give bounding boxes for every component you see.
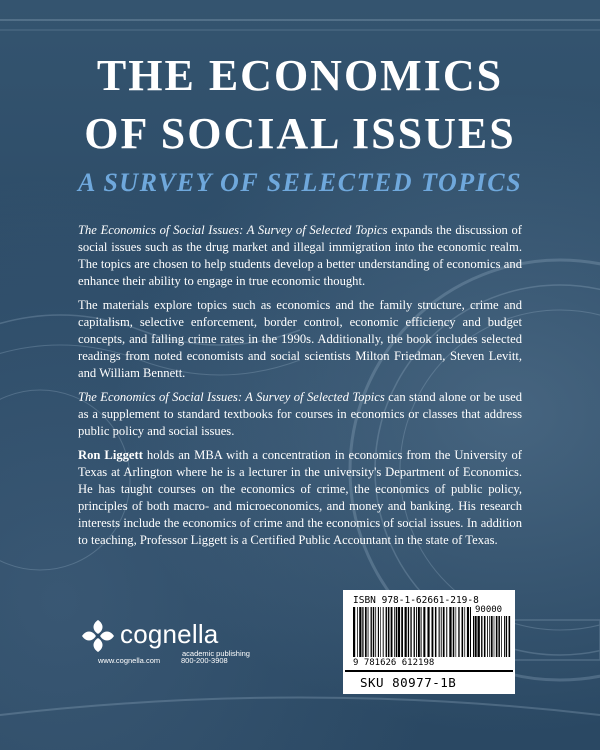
barcode-bar: [439, 607, 440, 657]
barcode-bar: [383, 607, 384, 657]
publisher-name: cognella: [120, 619, 219, 649]
publisher-website: www.cognella.com: [98, 656, 161, 665]
barcode-bar: [405, 607, 407, 657]
barcode-bar: [421, 607, 422, 657]
barcode-bar: [398, 607, 400, 657]
barcode-bar: [365, 607, 367, 657]
barcode-bar: [396, 607, 397, 657]
title-line-2: OF SOCIAL ISSUES: [84, 109, 516, 158]
barcode-bar: [386, 607, 387, 657]
barcode-bar: [380, 607, 381, 657]
barcode-addon-number: 90000: [475, 605, 503, 615]
barcode-bar: [418, 607, 420, 657]
ean-barcode-bars: [353, 607, 471, 657]
barcode-bar: [394, 607, 395, 657]
barcode-bar: [462, 607, 464, 657]
barcode-bar: [449, 607, 451, 657]
publisher-phone: 800-200-3908: [181, 656, 228, 665]
barcode-bar: [491, 616, 493, 657]
barcode-bar: [416, 607, 417, 657]
barcode-bar: [441, 607, 442, 657]
barcode-bar: [453, 607, 455, 657]
barcode-bar: [478, 616, 480, 657]
barcode-bar: [446, 607, 447, 657]
barcode-bar: [357, 607, 358, 657]
barcode-bar: [504, 616, 505, 657]
barcode-bar: [353, 607, 355, 657]
barcode-bar: [371, 607, 372, 657]
sku-label: SKU 80977-1B: [360, 675, 457, 690]
barcode-bar: [467, 607, 469, 657]
barcode-bar: [456, 607, 457, 657]
barcode-bar: [464, 607, 465, 657]
barcode-bar: [432, 607, 434, 657]
addon-barcode-bars: [473, 616, 511, 657]
barcode-bar: [373, 607, 374, 657]
paragraph-topics: The materials explore topics such as economics and the family structure, crime and capitalism, selective enforcement, border control, economic efficiency and budget concepts, and falling crime rates in the 1990s. Additionally, the book includes selected readings from noted economists and social scientists Milton Friedman, Steven Levitt, and William Bennett.: [78, 298, 522, 380]
isbn-barcode-panel: [343, 590, 515, 694]
barcode-bar: [509, 616, 511, 657]
barcode-bar: [506, 616, 507, 657]
paragraph-usage: The Economics of Social Issues: A Survey of Selected Topics can stand alone or be used as a supplement to standard textbooks for courses in economics or classes that address public policy and social issues.: [78, 390, 522, 438]
barcode-bar: [475, 616, 477, 657]
sku-strip: [345, 670, 513, 692]
barcode-bar: [458, 607, 459, 657]
title-line-1: THE ECONOMICS: [96, 51, 504, 100]
barcode-bar: [496, 616, 498, 657]
barcode-bar: [388, 607, 390, 657]
barcode-bar: [473, 616, 474, 657]
barcode-bar: [470, 607, 471, 657]
author-name: Ron Liggett: [78, 448, 143, 462]
paragraph-author-bio: Ron Liggett holds an MBA with a concentration in economics from the University of Texas at Arlington where he is a lecturer in the university's Department of Economics. He has taught courses on the economics of crime, the economics of public policy, principles of both macro- and microeconomics, and money and banking. His research interests include the economics of crime and the economics of social issues. In addition to teaching, Professor Liggett is a Certified Public Accountant in the state of Texas.: [78, 448, 522, 547]
barcode-bar: [481, 616, 482, 657]
book-title-ref: The Economics of Social Issues: A Survey of Selected Topics: [78, 390, 385, 404]
cover-description: [78, 222, 522, 556]
paragraph-intro: The Economics of Social Issues: A Survey of Selected Topics expands the discussion of social issues such as the drug market and illegal immigration into the economic realm. The topics are chosen to help students develop a better understanding of economics and enhance their ability to engage in true economic thought.: [78, 223, 522, 288]
barcode-bar: [362, 607, 363, 657]
barcode-bar: [408, 607, 409, 657]
barcode-bar: [498, 616, 500, 657]
barcode-bar: [423, 607, 425, 657]
barcode-bar: [368, 607, 369, 657]
barcode-bar: [427, 607, 429, 657]
barcode-bar: [391, 607, 393, 657]
ean-number: 9 781626 612198: [353, 658, 435, 668]
barcode-bar: [378, 607, 379, 657]
cognella-flower-icon: [78, 616, 118, 656]
barcode-bar: [401, 607, 403, 657]
barcode-bar: [487, 616, 488, 657]
barcode-bar: [484, 616, 486, 657]
barcode-bar: [435, 607, 437, 657]
barcode-bar: [501, 616, 502, 657]
isbn-label: ISBN 978-1-62661-219-8: [353, 595, 479, 606]
subtitle: A SURVEY OF SELECTED TOPICS: [77, 168, 523, 197]
barcode-bar: [443, 607, 445, 657]
barcode-bar: [359, 607, 361, 657]
barcode-bar: [375, 607, 376, 657]
barcode-bar: [414, 607, 415, 657]
barcode-bar: [494, 616, 495, 657]
barcode-bar: [410, 607, 411, 657]
barcode-bar: [489, 616, 490, 657]
book-title-ref: The Economics of Social Issues: A Survey of Selected Topics: [78, 223, 388, 237]
publisher-tagline: academic publishing: [182, 649, 250, 658]
